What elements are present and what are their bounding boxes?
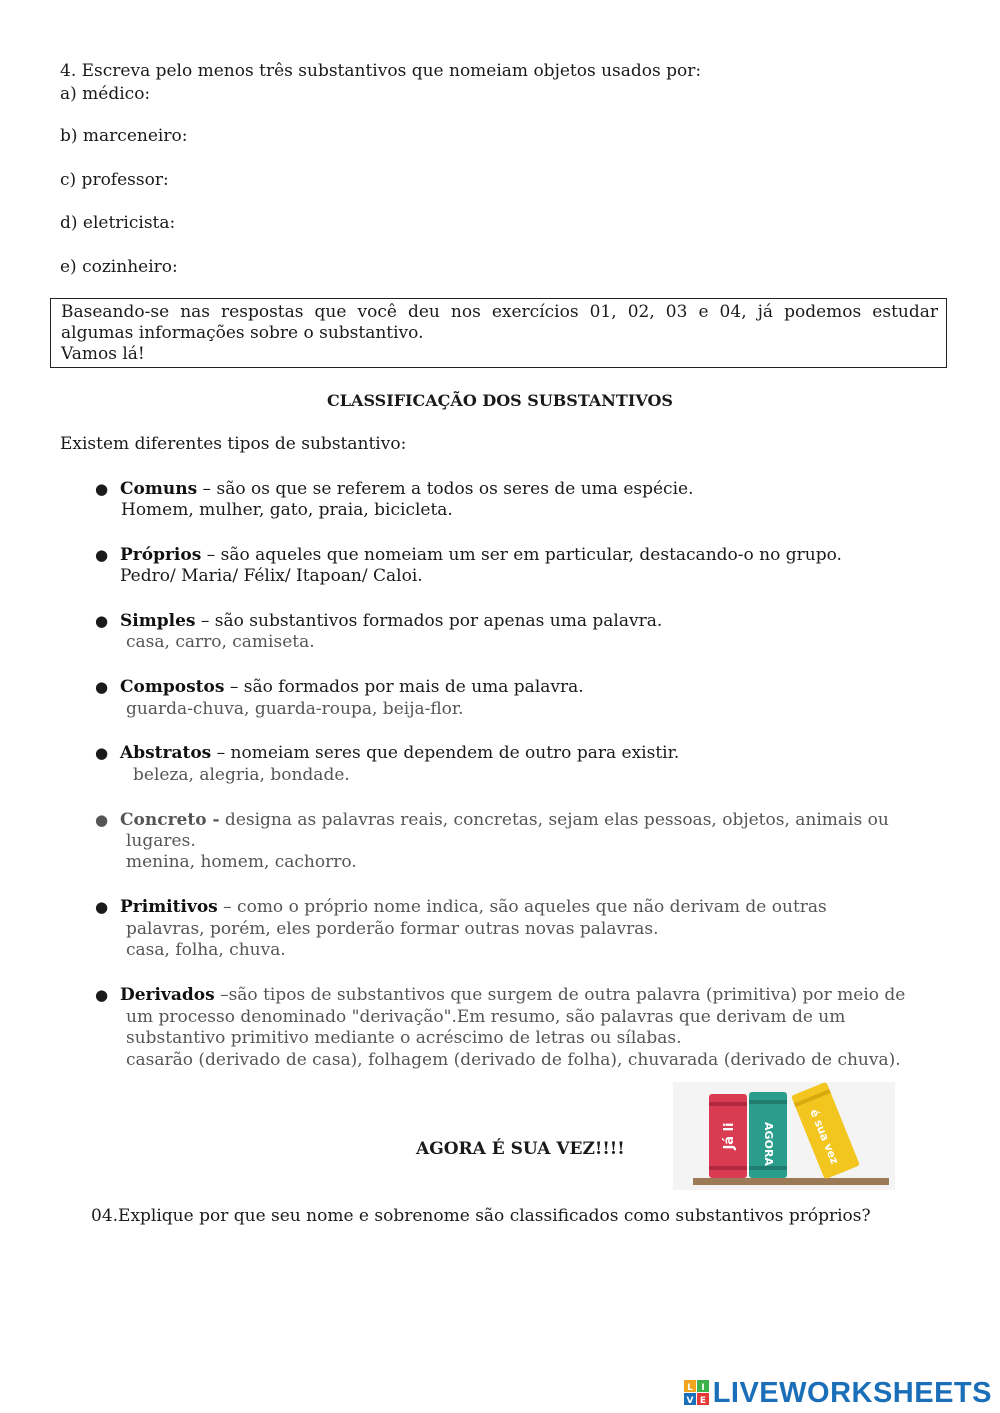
bullet-icon: ● [95,480,109,498]
q4-item-c: c) professor: [60,170,169,190]
type-term: Próprios [120,545,202,565]
type-examples: Pedro/ Maria/ Félix/ Itapoan/ Caloi. [120,566,423,586]
bullet-icon: ● [95,811,109,829]
liveworksheets-logo [684,1377,992,1409]
type-examples: beleza, alegria, bondade. [133,765,350,785]
books-illustration [673,1082,895,1190]
type-term: Derivados [120,985,215,1005]
q4-item-d: d) eletricista: [60,213,176,233]
type-term: Primitivos [120,897,218,917]
type-def: –são tipos de substantivos que surgem de outra palavra (primitiva) por meio de [214,985,906,1005]
notice-line-2: algumas informações sobre o substantivo. [61,323,424,343]
type-term: Compostos [120,677,225,697]
type-examples: Homem, mulher, gato, praia, bicicleta. [121,500,453,520]
svg-text:I: I [701,1383,705,1393]
notice-line-3: Vamos lá! [61,344,145,364]
q4-item-e: e) cozinheiro: [60,257,178,277]
svg-text:L: L [686,1383,693,1393]
type-comuns [120,479,693,500]
type-term: Simples [120,611,196,631]
svg-text:E: E [699,1396,706,1406]
type-term: Concreto - [120,810,220,830]
type-examples: menina, homem, cachorro. [126,852,357,872]
book-label-1: Já li [722,1122,737,1150]
type-examples: casa, folha, chuva. [126,940,286,960]
q4-item-b: b) marceneiro: [60,126,188,146]
type-def-cont: palavras, porém, eles porderão formar outras novas palavras. [126,919,659,939]
bullet-icon: ● [95,612,109,630]
type-examples: casarão (derivado de casa), folhagem (derivado de folha), chuvarada (derivado de chuva). [126,1050,901,1070]
type-def: – são aqueles que nomeiam um ser em particular, destacando-o no grupo. [201,545,842,565]
question-text: 04.Explique por que seu nome e sobrenome são classificados como substantivos próprios? [91,1206,871,1226]
notice-line-1: Baseando-se nas respostas que você deu nos exercícios 01, 02, 03 e 04, já podemos estudar [61,302,938,322]
type-derivados [120,985,905,1006]
book-label-3: é sua vez [807,1107,842,1166]
type-def: – são substantivos formados por apenas uma palavra. [195,611,663,631]
logo-badge-icon [684,1380,710,1406]
type-examples: guarda-chuva, guarda-roupa, beija-flor. [126,699,464,719]
type-def: – nomeiam seres que dependem de outro para existir. [211,743,680,763]
call-to-action: AGORA É SUA VEZ!!!! [416,1139,625,1159]
bullet-icon: ● [95,546,109,564]
books-icon [673,1082,895,1190]
bullet-icon: ● [95,744,109,762]
bullet-icon: ● [95,898,109,916]
type-def: – como o próprio nome indica, são aqueles que não derivam de outras [217,897,827,917]
section-title: CLASSIFICAÇÃO DOS SUBSTANTIVOS [327,391,673,410]
bullet-icon: ● [95,986,109,1004]
type-def-cont: um processo denominado "derivação".Em resumo, são palavras que derivam de um [126,1007,846,1027]
type-simples [120,611,662,632]
q4-prompt: 4. Escreva pelo menos três substantivos que nomeiam objetos usados por: [60,61,702,81]
type-def: – são formados por mais de uma palavra. [224,677,584,697]
type-def: – são os que se referem a todos os seres de uma espécie. [197,479,694,499]
type-examples: casa, carro, camiseta. [126,632,315,652]
type-term: Comuns [120,479,198,499]
type-def: designa as palavras reais, concretas, sejam elas pessoas, objetos, animais ou [219,810,889,830]
type-compostos [120,677,584,698]
type-abstratos [120,743,679,764]
svg-text:V: V [686,1396,694,1406]
bullet-icon: ● [95,678,109,696]
logo-text: LIVEWORKSHEETS [712,1376,992,1409]
type-concreto [120,810,889,831]
book-label-2: AGORA [762,1122,775,1166]
type-def-cont: substantivo primitivo mediante o acréscimo de letras ou sílabas. [126,1028,682,1048]
type-def-cont: lugares. [126,831,196,851]
type-proprios [120,545,842,566]
type-term: Abstratos [120,743,212,763]
notice-box [50,298,947,368]
intro-text: Existem diferentes tipos de substantivo: [60,434,407,454]
type-primitivos [120,897,827,918]
q4-item-a: a) médico: [60,84,151,104]
